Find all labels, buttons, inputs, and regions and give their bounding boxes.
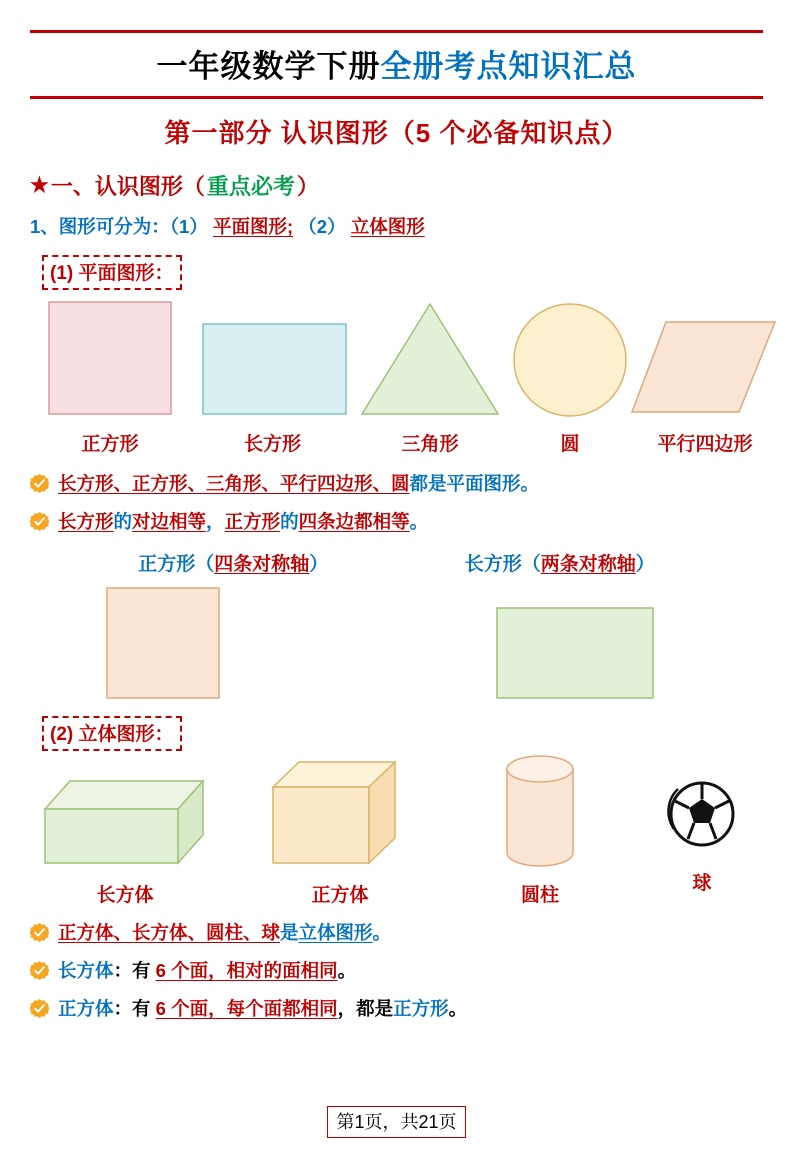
- page-title: [30, 30, 763, 99]
- shape-cell-triangle: [355, 298, 505, 456]
- symmetry-rectangle-header: [465, 549, 655, 576]
- classification-line: [30, 213, 763, 241]
- bullet-text: 正方体: [58, 998, 114, 1019]
- page-subtitle: 第一部分 认识图形（5 个必备知识点）: [164, 118, 629, 148]
- bullet-text: 。: [337, 960, 357, 982]
- bullet-text: ，都是: [337, 998, 394, 1019]
- section-heading-tail: ）: [296, 174, 319, 199]
- gear-bullet-icon: [30, 474, 49, 493]
- shape-label: 圆: [560, 433, 580, 455]
- gear-bullet-icon: [30, 923, 49, 942]
- bullet-text: 。: [520, 472, 540, 494]
- cube-shape: [265, 757, 415, 871]
- page-number-badge: 第1页，共21页: [327, 1106, 465, 1138]
- bullet-text: 对边相等: [132, 510, 207, 532]
- shape-label: 正方体: [311, 885, 369, 907]
- symmetry-square-suffix: ）: [309, 554, 329, 576]
- section-heading-green: 重点必考: [206, 174, 295, 199]
- plane-figures-label: (1) 平面图形：: [42, 255, 182, 290]
- shape-cell-parallelogram: [630, 298, 780, 456]
- bullet-text: 平面图形: [446, 472, 521, 494]
- cylinder-shape: [470, 753, 610, 871]
- symmetry-rectangle-cell: [495, 606, 660, 709]
- bullet-text: 。: [409, 510, 429, 532]
- link-plane-figure: 平面图形;: [212, 216, 294, 237]
- symmetry-rectangle-link: 两条对称轴: [540, 554, 636, 576]
- bullet-text: 立体图形: [298, 922, 373, 944]
- sphere-ball-shape: [642, 773, 762, 859]
- gear-bullet-icon: [30, 512, 49, 531]
- shape-cell-sphere: [642, 773, 762, 895]
- bullet-text: 正方形: [393, 998, 449, 1019]
- page-footer: [0, 1106, 793, 1138]
- triangle-shape: [355, 298, 505, 420]
- symmetry-square-header: [138, 549, 328, 576]
- shape-cell-square: [40, 298, 180, 456]
- symmetry-square-cell: [105, 586, 225, 709]
- title-blue-part: 全册考点知识汇总: [380, 49, 637, 84]
- gear-bullet-icon: [30, 999, 49, 1018]
- classification-prefix: 1、图形可分为：（1）: [30, 216, 208, 237]
- bullet-text: 的: [280, 510, 299, 532]
- document-page: [0, 30, 793, 1152]
- shape-cell-circle: [500, 298, 640, 456]
- plane-shapes-row: [30, 298, 763, 460]
- bullet-text: 正方体、长方体、圆柱、球: [58, 922, 281, 944]
- bullet-text: ，: [206, 510, 225, 532]
- bullet-text: 长方体: [58, 960, 114, 982]
- shape-label: 长方体: [96, 885, 154, 907]
- bullet-plane-2: [30, 509, 763, 536]
- solid-figures-label: (2) 立体图形：: [42, 716, 182, 751]
- parallelogram-shape: [630, 298, 780, 420]
- section-heading-red: 一、认识图形（: [50, 174, 205, 199]
- cuboid-shape: [40, 767, 210, 871]
- bullet-text: 的: [113, 510, 133, 532]
- bullet-solid-2: [30, 958, 763, 985]
- bullet-solid-1: [30, 920, 763, 947]
- bullet-text: 长方形: [58, 510, 114, 532]
- solid-shapes-row: [30, 757, 763, 909]
- bullet-text: 。: [448, 998, 468, 1019]
- bullet-text: 长方形、正方形、三角形、平行四边形、圆: [58, 472, 410, 494]
- shape-cell-cube: [265, 757, 415, 907]
- symmetry-square-link: 四条对称轴: [214, 554, 310, 576]
- shape-label: 三角形: [401, 433, 459, 455]
- gear-bullet-icon: [30, 961, 49, 980]
- rectangle-shape: [190, 298, 355, 420]
- symmetry-rectangle-prefix: 长方形（: [464, 554, 541, 576]
- square-shape: [47, 298, 173, 420]
- shape-label: 平行四边形: [657, 433, 753, 455]
- bullet-text: 6 个面，每个面都相同: [155, 998, 338, 1019]
- shape-cell-cuboid: [40, 767, 210, 907]
- bullet-text: ：有: [113, 960, 156, 982]
- bullet-text: 。: [372, 922, 392, 944]
- bullet-text: 是: [280, 922, 299, 944]
- symmetry-rectangle-suffix: ）: [635, 554, 655, 576]
- bullet-solid-3: [30, 996, 763, 1023]
- shape-label: 球: [692, 873, 712, 895]
- section-heading: [30, 170, 763, 201]
- star-icon: ★: [30, 174, 49, 197]
- bullet-text: 正方形: [224, 510, 281, 532]
- circle-shape: [500, 298, 640, 420]
- bullet-text: 都是: [409, 472, 447, 494]
- shape-cell-rectangle: [190, 298, 355, 456]
- bullet-text: 6 个面，相对的面相同: [155, 960, 338, 982]
- bullet-text: 四条边都相等: [298, 510, 410, 532]
- bullet-text: ：有: [113, 998, 156, 1019]
- bullet-plane-1: [30, 471, 763, 498]
- link-solid-figure: 立体图形: [350, 216, 425, 237]
- classification-mid: （2）: [298, 216, 346, 237]
- symmetry-square-prefix: 正方形（: [138, 554, 215, 576]
- square-shape: [105, 586, 225, 704]
- rectangle-shape: [495, 606, 660, 704]
- title-black-part: 一年级数学下册: [156, 49, 381, 84]
- shape-label: 长方形: [243, 433, 301, 455]
- shape-cell-cylinder: [470, 753, 610, 907]
- shape-label: 圆柱: [520, 885, 559, 907]
- symmetry-shapes-row: [30, 586, 763, 712]
- shape-label: 正方形: [81, 433, 139, 455]
- symmetry-headers: [30, 549, 763, 576]
